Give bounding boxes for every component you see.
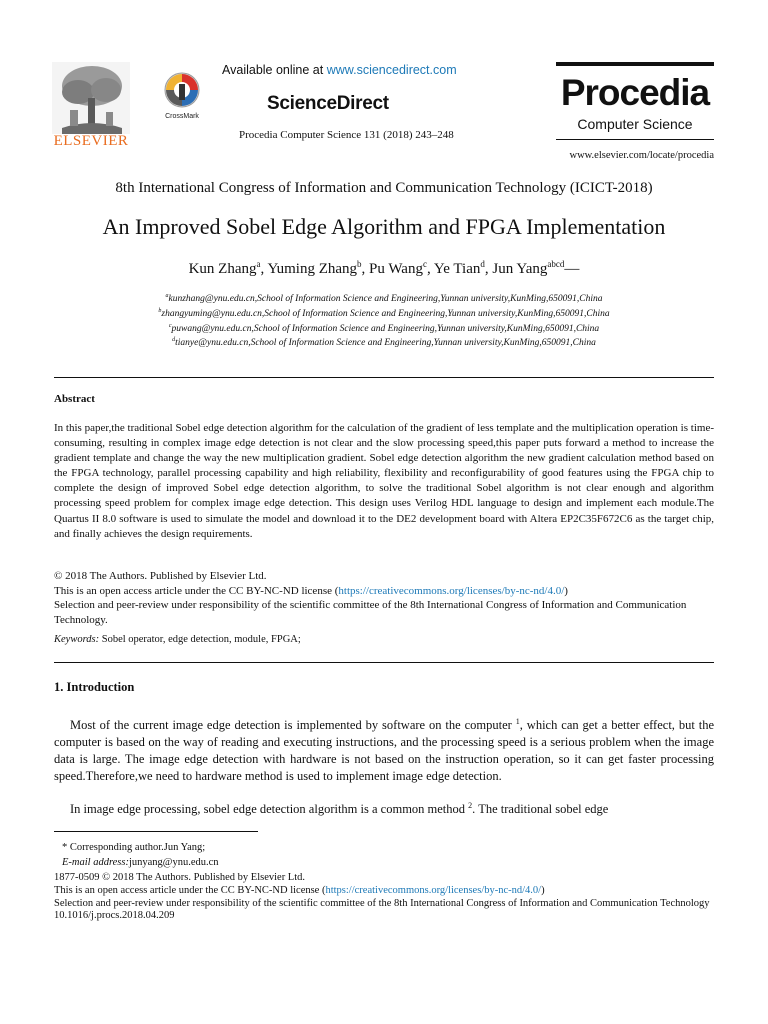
issn-line: 1877-0509 © 2018 The Authors. Published by Elsevier Ltd. (54, 872, 306, 883)
citation-ref[interactable]: 2 (468, 801, 473, 810)
license-prefix: This is an open access article under the CC BY-NC-ND license ( (54, 884, 326, 896)
affil-text: puwang@ynu.edu.cn,School of Information Science and Engineering,Yunnan university,KunMing,650091,China (171, 324, 600, 335)
keywords-list: Sobel operator, edge detection, module, FPGA; (99, 634, 301, 645)
citation-ref[interactable]: 1 (515, 717, 520, 726)
available-online-line (222, 63, 457, 77)
publication-info (54, 872, 714, 923)
divider (54, 377, 714, 378)
affil-text: tianye@ynu.edu.cn,School of Information Science and Engineering,Yunnan university,KunMing,650091,China (175, 338, 596, 349)
affiliation-a (0, 293, 768, 304)
license-line (54, 584, 714, 599)
bottom-license-line (54, 885, 714, 898)
paper-title: An Improved Sobel Edge Algorithm and FPGA Implementation (102, 214, 666, 239)
email-label: E-mail address: (62, 857, 129, 868)
author-affil-sup: b (357, 259, 362, 269)
affil-sup: a (165, 293, 169, 299)
procedia-subtitle: Computer Science (577, 116, 693, 132)
email-address[interactable]: junyang@ynu.edu.cn (128, 857, 219, 868)
affiliation-d (0, 337, 768, 348)
sciencedirect-brand: ScienceDirect (267, 93, 389, 114)
para-text: In image edge processing, sobel edge detection algorithm is a common method (70, 802, 469, 817)
abstract-heading: Abstract (54, 393, 95, 405)
logo-bottom-rule (556, 139, 714, 140)
author-name: Jun Yang (492, 261, 548, 277)
license-suffix: ) (564, 584, 568, 597)
section-heading: 1. Introduction (54, 680, 135, 694)
sciencedirect-link[interactable]: www.sciencedirect.com (326, 63, 457, 77)
crossmark-icon[interactable] (158, 70, 206, 120)
crossmark-label: CrossMark (165, 113, 199, 120)
abstract-body: In this paper,the traditional Sobel edge detection algorithm for the calculation of the gradient of less template and the multiplication operation is time-consuming, resulting in complex image edge detection is not clear and the slow processing speed,this paper puts forward a method to increase the gradient template and change the way the new multiplication gradient. Sobel edge detection algorithm the new gradient calculation method based on the FPGA technology, parallel processing capability and high reliability, flexibility and reconfigurability of good features using the FPGA chip to complete the design of improved Sobel edge detection algorithm, to solve the traditional Sobel algorithm is not clear enough and algorithm processing speed problem for complex image edge detection. This design uses Verilog HDL language to design and implement each module.The Quartus II 8.0 software is used to simulate the model and download it to the DE2 development board with Altera EP2C35F672C6 as the target chip, and finally achieves the design requirements. (54, 422, 714, 540)
procedia-title: Procedia (560, 72, 710, 113)
affiliation-c (0, 323, 768, 334)
license-prefix: This is an open access article under the CC BY-NC-ND license ( (54, 584, 339, 597)
journal-citation: Procedia Computer Science 131 (2018) 243–248 (239, 129, 454, 141)
affil-sup: b (158, 308, 162, 314)
journal-url[interactable]: www.elsevier.com/locate/procedia (569, 150, 714, 161)
author-name: Yuming Zhang (267, 261, 358, 277)
author-sep: — (564, 261, 580, 277)
author-list (0, 259, 768, 278)
para-text: . The traditional sobel edge (472, 802, 609, 817)
author-affil-sup: a (256, 259, 261, 269)
intro-paragraph-2 (54, 797, 714, 818)
author-sep: , (361, 261, 370, 277)
para-text: Most of the current image edge detection is implemented by software on the computer (70, 718, 516, 733)
affil-sup: c (168, 323, 172, 329)
copyright-line: © 2018 The Authors. Published by Elsevier Ltd. (54, 570, 267, 582)
available-prefix: Available online at (222, 63, 327, 77)
author-affil-sup: abcd (547, 259, 565, 269)
footnote-rule (54, 831, 258, 832)
license-suffix: ) (541, 884, 545, 896)
bottom-peer-review: Selection and peer-review under responsibility of the scientific committee of the 8th International Congress of Information and Communication Technology (54, 897, 710, 909)
affil-text: zhangyuming@ynu.edu.cn,School of Information Science and Engineering,Yunnan university,KunMing,650091,China (161, 309, 610, 320)
author-name: Ye Tian (433, 261, 481, 277)
keywords-label: Keywords: (54, 634, 100, 645)
footnote (62, 840, 219, 870)
publisher-wordmark: ELSEVIER (53, 133, 129, 149)
author-sep: , (426, 261, 434, 277)
intro-paragraph-1 (54, 713, 714, 785)
license-link[interactable]: https://creativecommons.org/licenses/by-nc-nd/4.0/ (338, 584, 565, 597)
congress-name: 8th International Congress of Information and Communication Technology (ICICT-2018) (115, 180, 653, 196)
peer-review-line: Selection and peer-review under responsibility of the scientific committee of the 8th International Congress of Information and Communication Technology. (54, 599, 687, 626)
author-affil-sup: d (480, 259, 485, 269)
logo-top-rule (556, 62, 714, 66)
email-line (62, 855, 219, 870)
affil-sup: d (172, 337, 176, 343)
keywords-line (54, 634, 714, 645)
procedia-logo (556, 62, 714, 140)
author-affil-sup: c (422, 259, 427, 269)
doi[interactable]: 10.1016/j.procs.2018.04.209 (54, 910, 175, 922)
para-text: , which can get a better effect, but the computer is based on the way of reading and executing instructions, and the processing speed is a serious problem when the image data is large. The image edge detection with hardware is not based on the instruction operation, so it can get faster processing speed.Therefore,we need to hardware method is used to implement image edge detection. (54, 718, 714, 784)
bottom-license-link[interactable]: https://creativecommons.org/licenses/by-nc-nd/4.0/ (325, 884, 542, 896)
affil-text: kunzhang@ynu.edu.cn,School of Information Science and Engineering,Yunnan university,KunMing,650091,China (168, 294, 603, 305)
author-sep: , (260, 261, 268, 277)
divider (54, 662, 714, 663)
affiliation-b (0, 308, 768, 319)
author-sep: , (484, 261, 493, 277)
corresponding-author: * Corresponding author.Jun Yang; (62, 842, 206, 853)
author-name: Kun Zhang (188, 261, 257, 277)
author-name: Pu Wang (369, 261, 423, 277)
license-block (54, 569, 714, 627)
